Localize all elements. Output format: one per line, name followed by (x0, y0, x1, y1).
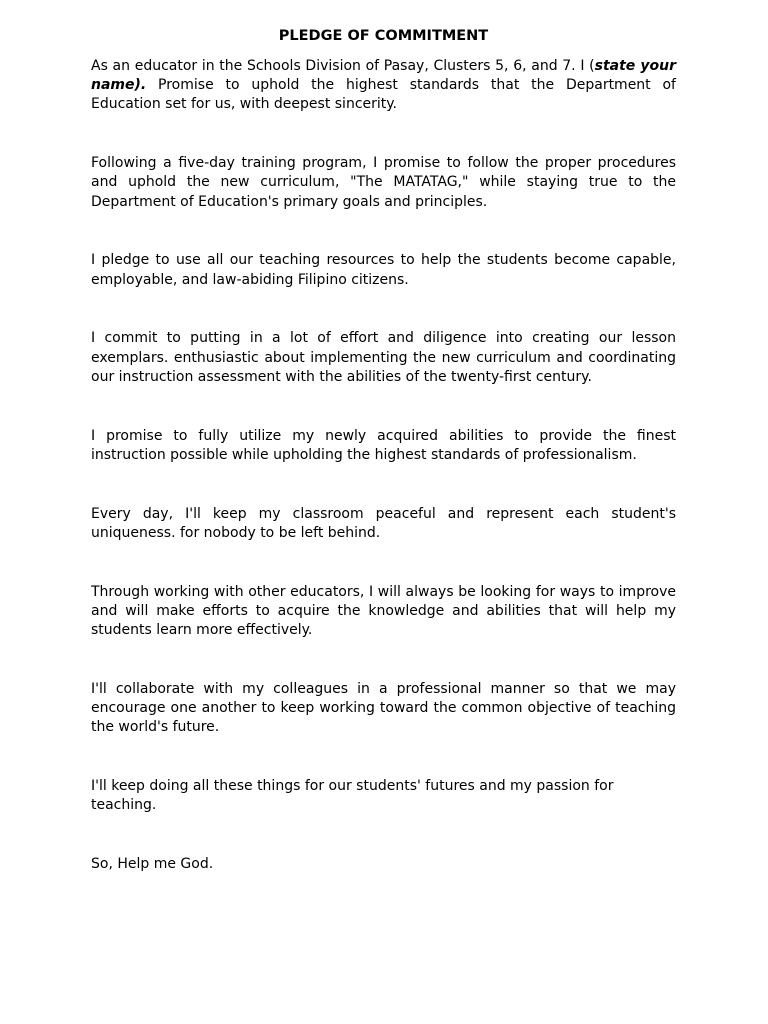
paragraph-closing: So, Help me God. (91, 856, 214, 873)
paragraph-training: Following a five-day training program, I promise to follow the proper procedures and uphold the new curriculum, "The MATATAG," while staying true to the Department of Education's primary goals and principles. (91, 155, 676, 210)
document-title: PLEDGE OF COMMITMENT (278, 28, 489, 44)
paragraph-resources: I pledge to use all our teaching resources to help the students become capable, employable, and law-abiding Filipino citizens. (91, 252, 676, 288)
document-page (91, 26, 676, 914)
paragraph-abilities: I promise to fully utilize my newly acquired abilities to provide the finest instruction possible while upholding the highest standards of professionalism. (91, 427, 676, 463)
paragraph-passion: I'll keep doing all these things for our students' futures and my passion for teaching. (91, 778, 614, 814)
intro-text-before: As an educator in the Schools Division of Pasay, Clusters 5, 6, and 7. I ( (91, 58, 595, 74)
name-placeholder-emphasis: state your name). (91, 58, 676, 94)
paragraph-lesson-exemplars: I commit to putting in a lot of effort and diligence into creating our lesson exemplars. enthusiastic about implementing the new curriculum and coordinating our instruction assessment with the abilities of the twenty-first century. (91, 330, 676, 385)
paragraph-colleagues: I'll collaborate with my colleagues in a professional manner so that we may encourage one another to keep working toward the common objective of teaching the world's future. (91, 680, 676, 736)
paragraph-intro (91, 57, 676, 115)
intro-text-after: Promise to uphold the highest standards that the Department of Education set for us, with deepest sincerity. (91, 77, 676, 113)
paragraph-educators: Through working with other educators, I will always be looking for ways to improve and will make efforts to acquire the knowledge and abilities that will help my students learn more effectively. (91, 583, 676, 639)
paragraph-classroom: Every day, I'll keep my classroom peaceful and represent each student's uniqueness. for nobody to be left behind. (91, 505, 676, 541)
